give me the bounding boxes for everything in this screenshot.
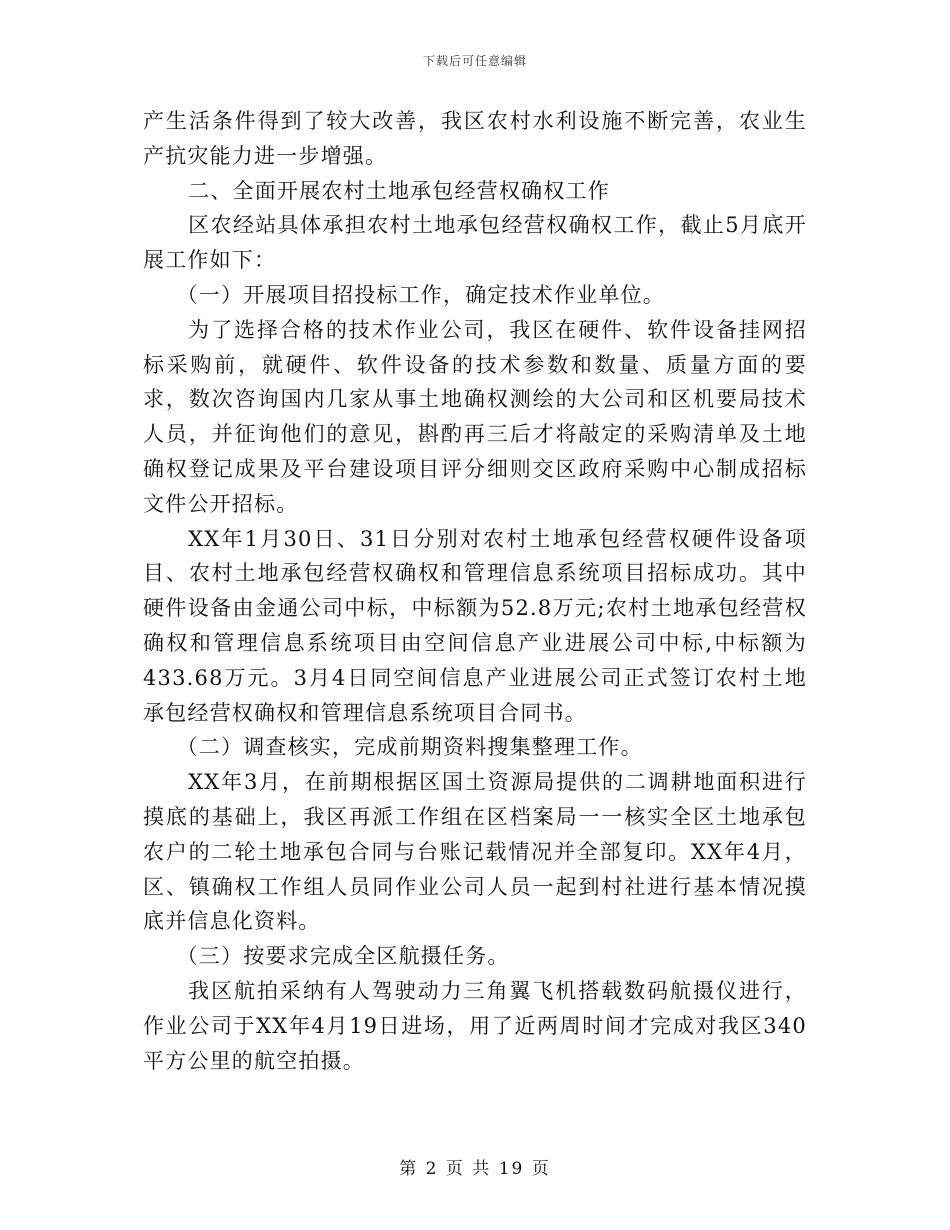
paragraph: 我区航拍采纳有人驾驶动力三角翼飞机搭载数码航摄仪进行，作业公司于XX年4月19日进场，用了近两周时间才完成对我区340平方公里的航空拍摄。 — [143, 978, 807, 1073]
paragraph: XX年1月30日、31日分别对农村土地承包经营权硬件设备项目、农村土地承包经营权确权和管理信息系统项目招标成功。其中硬件设备由金通公司中标，中标额为52.8万元;农村土地承包经营权确权和管理信息系统项目由空间信息产业进展公司中标,中标额为433.68万元。3月4日同空间信息产业进展公司正式签订农村土地承包经营权确权和管理信息系统项目合同书。 — [143, 526, 807, 725]
paragraph: 为了选择合格的技术作业公司，我区在硬件、软件设备挂网招标采购前，就硬件、软件设备的技术参数和数量、质量方面的要求，数次咨询国内几家从事土地确权测绘的大公司和区机要局技术人员，并征询他们的意见，斟酌再三后才将敲定的采购清单及土地确权登记成果及平台建设项目评分细则交区政府采购中心制成招标文件公开招标。 — [143, 317, 807, 516]
body-text — [143, 104, 807, 1078]
paragraph-continuation: 产生活条件得到了较大改善，我区农村水利设施不断完善，农业生产抗灾能力进一步增强。 — [143, 109, 807, 168]
subsection-heading: （二）调查核实，完成前期资料搜集整理工作。 — [176, 735, 643, 760]
page-number: 第 2 页 共 19 页 — [399, 1159, 551, 1179]
subsection-heading: （一）开展项目招投标工作，确定技术作业单位。 — [176, 282, 665, 307]
page-header: 下载后可任意编辑 — [422, 54, 527, 68]
section-heading: 二、全面开展农村土地承包经营权确权工作 — [188, 178, 610, 203]
paragraph: 区农经站具体承担农村土地承包经营权确权工作，截止5月底开展工作如下： — [143, 213, 807, 273]
subsection-heading: （三）按要求完成全区航摄任务。 — [176, 944, 510, 969]
paragraph: XX年3月，在前期根据区国土资源局提供的二调耕地面积进行摸底的基础上，我区再派工作组在区档案局一一核实全区土地承包农户的二轮土地承包合同与台账记载情况并全部复印。XX年4月，区、镇确权工作组人员同作业公司人员一起到村社进行基本情况摸底并信息化资料。 — [143, 770, 807, 934]
